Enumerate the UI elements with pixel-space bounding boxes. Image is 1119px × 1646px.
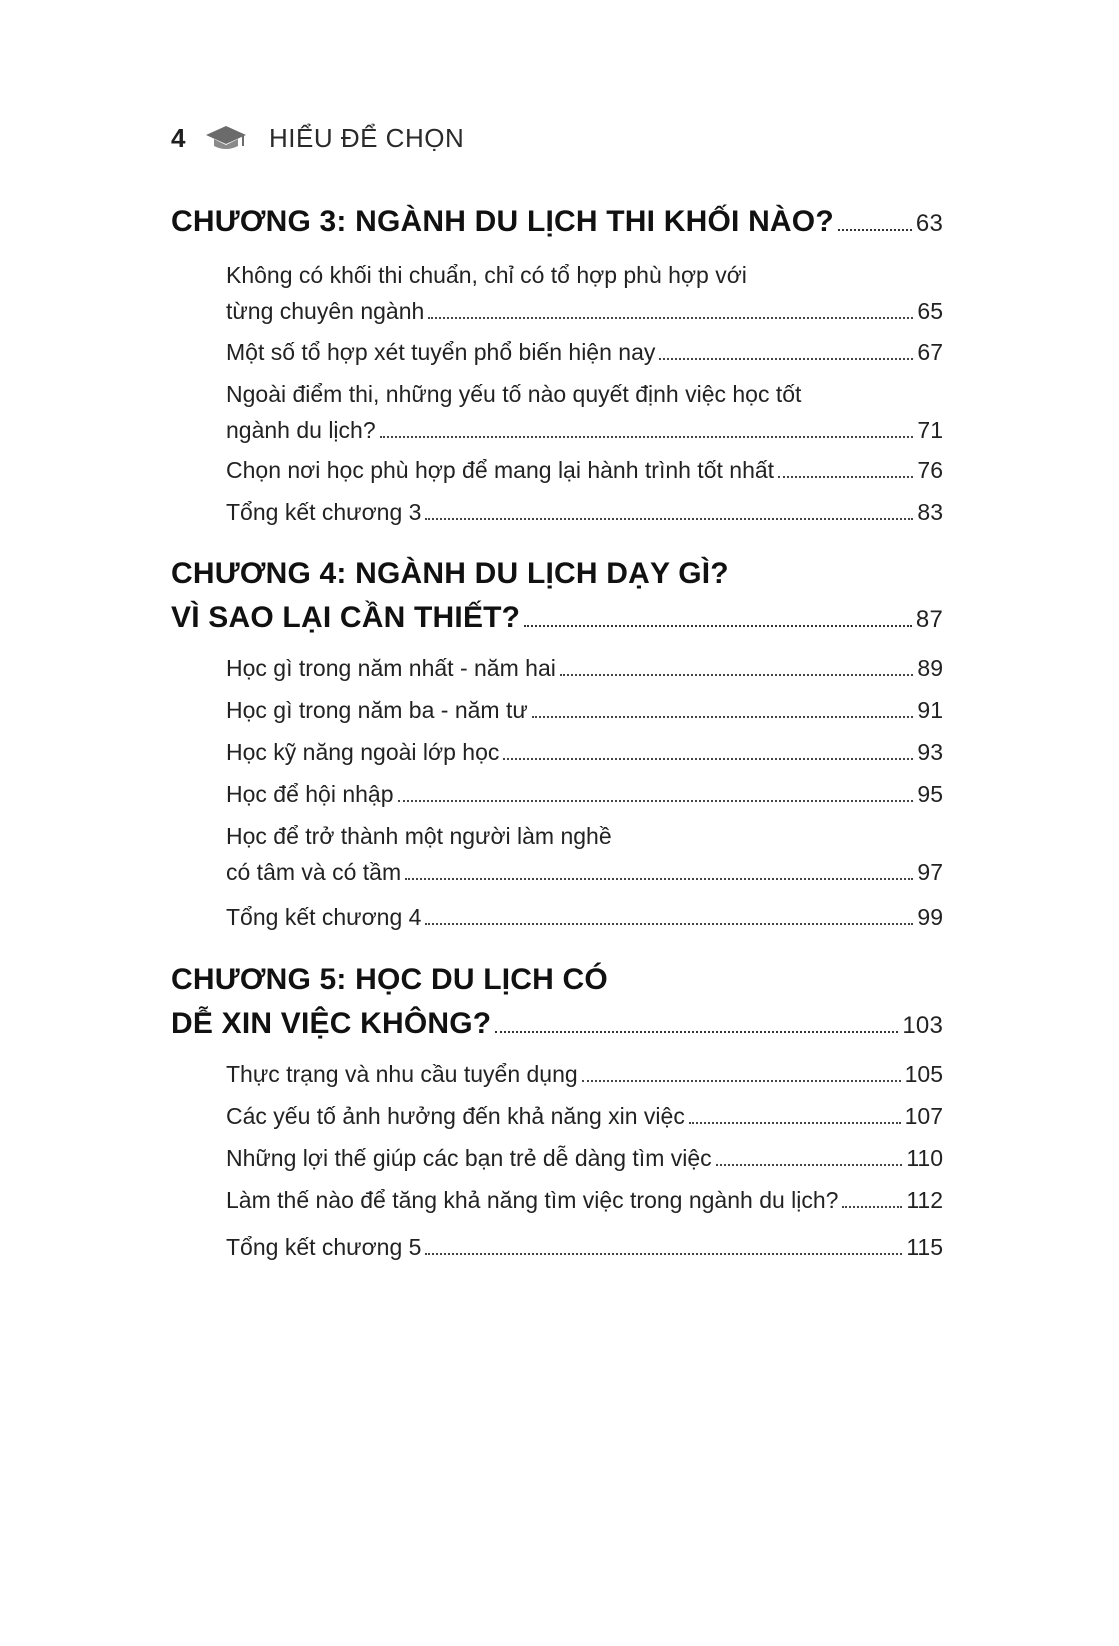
toc-entry[interactable] bbox=[226, 776, 943, 812]
dot-leader bbox=[405, 878, 913, 880]
dot-leader bbox=[398, 800, 914, 802]
dot-leader bbox=[838, 229, 912, 231]
toc-entry[interactable] bbox=[226, 818, 943, 890]
entry-title-line2: ngành du lịch? bbox=[226, 417, 376, 443]
dot-leader bbox=[659, 358, 913, 360]
entry-page: 93 bbox=[917, 739, 943, 765]
entry-title: Những lợi thế giúp các bạn trẻ dễ dàng tìm việc bbox=[226, 1145, 712, 1171]
dot-leader bbox=[425, 1253, 902, 1255]
entry-title: Học gì trong năm nhất - năm hai bbox=[226, 655, 556, 681]
entry-page: 107 bbox=[904, 1103, 943, 1129]
dot-leader bbox=[689, 1122, 901, 1124]
toc-entry[interactable] bbox=[226, 494, 943, 530]
entry-title: Học gì trong năm ba - năm tư bbox=[226, 697, 528, 723]
chapter-title-line1: CHƯƠNG 4: NGÀNH DU LỊCH DẠY GÌ? bbox=[171, 557, 729, 590]
running-header bbox=[171, 120, 464, 156]
entry-title: Một số tổ hợp xét tuyển phổ biến hiện nay bbox=[226, 339, 656, 365]
entry-title: Làm thế nào để tăng khả năng tìm việc trong ngành du lịch? bbox=[226, 1187, 839, 1213]
toc-chapter-5[interactable] bbox=[171, 958, 943, 1048]
chapter-title-line1: CHƯƠNG 5: HỌC DU LỊCH CÓ bbox=[171, 963, 608, 996]
toc-chapter-3[interactable] bbox=[171, 200, 943, 246]
entry-page: 71 bbox=[917, 417, 943, 443]
dot-leader bbox=[524, 625, 912, 627]
entry-title-line1: Không có khối thi chuẩn, chỉ có tổ hợp phù hợp với bbox=[226, 262, 747, 288]
dot-leader bbox=[495, 1031, 898, 1033]
entry-page: 97 bbox=[917, 859, 943, 885]
graduation-cap-icon bbox=[205, 124, 247, 152]
book-title: HIỂU ĐỂ CHỌN bbox=[269, 122, 465, 153]
chapter-title-line2: DỄ XIN VIỆC KHÔNG? bbox=[171, 1007, 492, 1040]
toc-entry[interactable] bbox=[226, 692, 943, 728]
toc-chapter-4[interactable] bbox=[171, 552, 943, 642]
entry-title-line2: có tâm và có tầm bbox=[226, 859, 402, 885]
page-number: 4 bbox=[171, 122, 186, 153]
toc-entry[interactable] bbox=[226, 1098, 943, 1134]
entry-page: 112 bbox=[906, 1187, 943, 1213]
entry-title: Tổng kết chương 5 bbox=[226, 1234, 422, 1260]
entry-title: Học kỹ năng ngoài lớp học bbox=[226, 739, 500, 765]
entry-page: 67 bbox=[917, 339, 943, 365]
entry-page: 105 bbox=[904, 1061, 943, 1087]
dot-leader bbox=[425, 518, 913, 520]
toc-entry[interactable] bbox=[226, 734, 943, 770]
chapter-title: CHƯƠNG 3: NGÀNH DU LỊCH THI KHỐI NÀO? bbox=[171, 205, 834, 238]
toc-entry[interactable] bbox=[226, 376, 943, 448]
toc-entry[interactable] bbox=[226, 650, 943, 686]
entry-page: 89 bbox=[917, 655, 943, 681]
toc-entry[interactable] bbox=[226, 899, 943, 935]
entry-title-line1: Học để trở thành một người làm nghề bbox=[226, 823, 612, 849]
entry-title: Các yếu tố ảnh hưởng đến khả năng xin việc bbox=[226, 1103, 685, 1129]
entry-page: 76 bbox=[917, 457, 943, 483]
chapter-title-line2: VÌ SAO LẠI CẦN THIẾT? bbox=[171, 601, 521, 634]
chapter-page: 87 bbox=[915, 606, 943, 633]
toc-entry[interactable] bbox=[226, 1182, 943, 1218]
entry-page: 65 bbox=[917, 298, 943, 324]
dot-leader bbox=[503, 758, 913, 760]
entry-page: 110 bbox=[906, 1145, 943, 1171]
dot-leader bbox=[582, 1080, 901, 1082]
toc-entry[interactable] bbox=[226, 1229, 943, 1265]
dot-leader bbox=[778, 476, 913, 478]
toc-entry[interactable] bbox=[226, 334, 943, 370]
entry-title-line1: Ngoài điểm thi, những yếu tố nào quyết định việc học tốt bbox=[226, 381, 802, 407]
entry-title: Tổng kết chương 3 bbox=[226, 499, 422, 525]
dot-leader bbox=[532, 716, 914, 718]
dot-leader bbox=[428, 317, 913, 319]
entry-page: 99 bbox=[917, 904, 943, 930]
dot-leader bbox=[380, 436, 914, 438]
chapter-page: 103 bbox=[902, 1012, 943, 1039]
entry-title: Thực trạng và nhu cầu tuyển dụng bbox=[226, 1061, 578, 1087]
entry-page: 91 bbox=[917, 697, 943, 723]
entry-title: Chọn nơi học phù hợp để mang lại hành trình tốt nhất bbox=[226, 457, 775, 483]
entry-page: 83 bbox=[917, 499, 943, 525]
toc-entry[interactable] bbox=[226, 1140, 943, 1176]
dot-leader bbox=[560, 674, 914, 676]
dot-leader bbox=[842, 1206, 902, 1208]
dot-leader bbox=[716, 1164, 903, 1166]
toc-entry[interactable] bbox=[226, 1056, 943, 1092]
entry-page: 115 bbox=[906, 1234, 943, 1260]
entry-page: 95 bbox=[917, 781, 943, 807]
entry-title: Tổng kết chương 4 bbox=[226, 904, 422, 930]
dot-leader bbox=[425, 923, 913, 925]
toc-entry[interactable] bbox=[226, 452, 943, 488]
toc-entry[interactable] bbox=[226, 257, 943, 329]
chapter-page: 63 bbox=[915, 210, 943, 237]
entry-title-line2: từng chuyên ngành bbox=[226, 298, 425, 324]
entry-title: Học để hội nhập bbox=[226, 781, 394, 807]
